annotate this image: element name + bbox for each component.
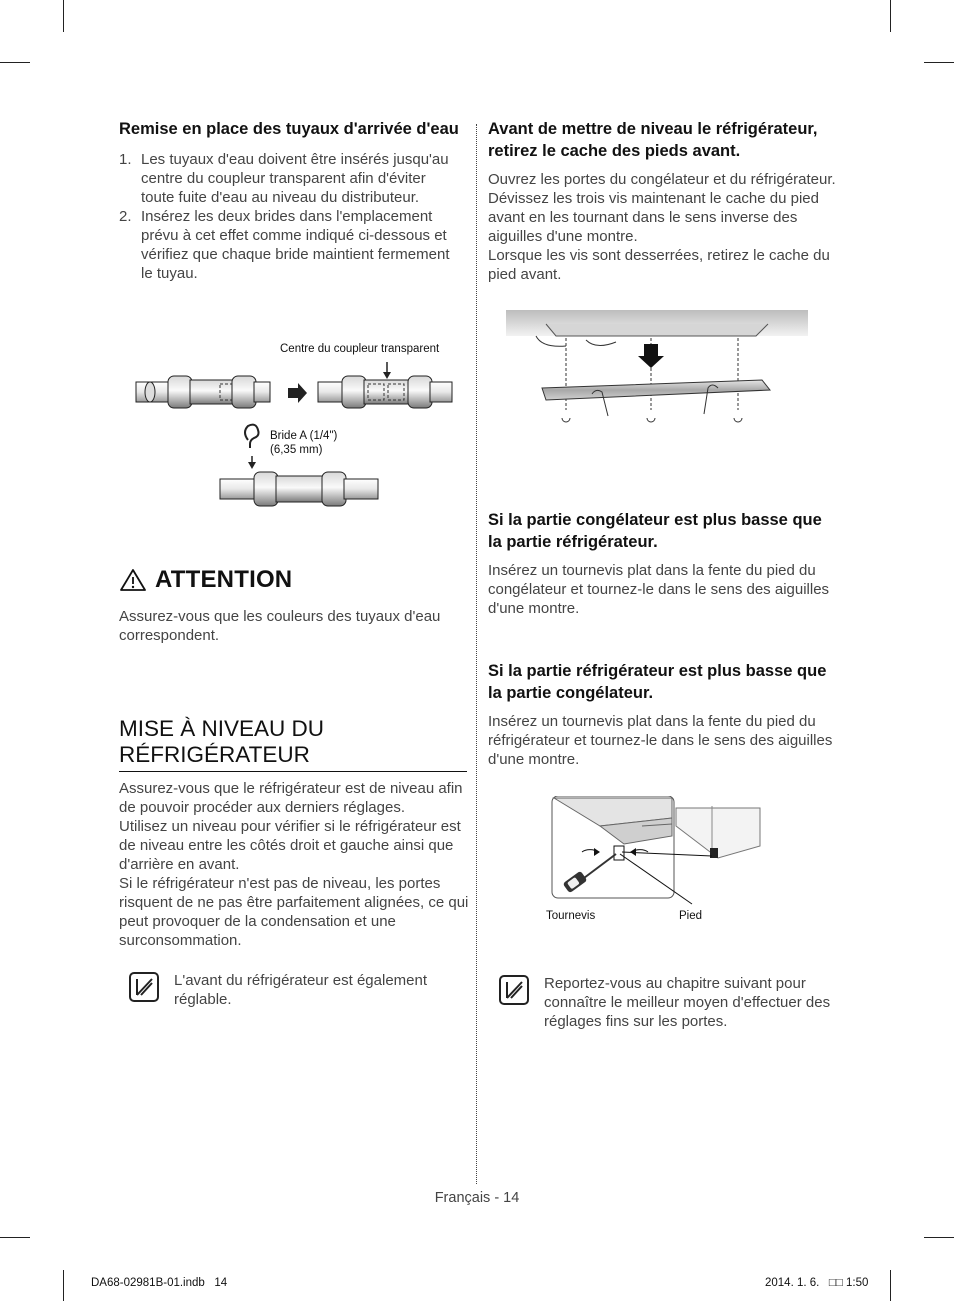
leveling-paragraph: Utilisez un niveau pour vérifier si le réfrigérateur est de niveau entre les côtés droit et gauche ainsi que d'arrière en avant. — [119, 818, 461, 873]
water-pipes-heading: Remise en place des tuyaux d'arrivée d'eau — [119, 120, 459, 138]
list-item: 2. Insérez les deux brides dans l'emplacement prévu à cet effet comme indiqué ci-dessous et vérifiez que chaque bride maintient fermement le tuyau. — [119, 208, 450, 282]
foot-cover-illustration — [506, 310, 808, 430]
clip-size-label: (6,35 mm) — [270, 444, 323, 456]
section-title: MISE À NIVEAU DU RÉFRIGÉRATEUR — [119, 716, 467, 772]
crop-mark — [0, 1237, 30, 1238]
attention-title: ATTENTION — [155, 566, 293, 593]
print-date: 2014. 1. 6. □□ 1:50 — [765, 1277, 869, 1289]
clip-label: Bride A (1/4") — [270, 430, 338, 442]
foot-cover-paragraph: Ouvrez les portes du congélateur et du réfrigérateur. Dévissez les trois vis maintenant le cache du pied avant en les tournant dans le sens inverse des aiguilles d'une montre. — [488, 171, 836, 245]
crop-mark — [0, 62, 30, 63]
screwdriver-illustration — [542, 796, 762, 926]
left-column — [119, 118, 459, 283]
warning-icon — [119, 568, 147, 592]
crop-mark — [890, 1270, 891, 1301]
page-number: Français - 14 — [434, 1190, 520, 1206]
coupler-illustration — [128, 336, 458, 516]
fridge-lower-block — [488, 660, 838, 769]
leveling-paragraph: Si le réfrigérateur n'est pas de niveau, les portes risquent de ne pas être parfaitement alignées, ce qui peut provoquer de la condensation et une surconsommation. — [119, 875, 469, 949]
coupler-figure — [128, 336, 458, 516]
crop-mark — [63, 1270, 64, 1301]
crop-mark — [924, 62, 954, 63]
note-text: L'avant du réfrigérateur est également réglable. — [174, 972, 428, 1008]
freezer-lower-text: Insérez un tournevis plat dans la fente du pied du congélateur et tournez-le dans le sens des aiguilles d'une montre. — [488, 562, 830, 617]
attention-heading — [119, 566, 292, 594]
coupler-center-label: Centre du coupleur transparent — [280, 343, 440, 355]
note-icon — [128, 971, 160, 1003]
foot-cover-paragraph: Lorsque les vis sont desserrées, retirez le cache du pied avant. — [488, 247, 830, 283]
file-info: DA68-02981B-01.indb 14 — [91, 1277, 228, 1289]
steps-list — [119, 150, 459, 283]
attention-text: Assurez-vous que les couleurs des tuyaux d'eau correspondent. — [119, 608, 441, 644]
list-item: 1. Les tuyaux d'eau doivent être insérés jusqu'au centre du coupleur transparent afin d'éviter toute fuite d'eau au niveau du distributeur. — [119, 151, 449, 206]
note-right — [498, 974, 844, 1031]
note-text: Reportez-vous au chapitre suivant pour connaître le meilleur moyen d'effectuer des réglages fins sur les portes. — [544, 975, 831, 1030]
note-icon — [498, 974, 530, 1006]
foot-cover-text — [488, 170, 838, 284]
freezer-lower-block — [488, 509, 838, 618]
fridge-lower-text: Insérez un tournevis plat dans la fente du pied du réfrigérateur et tournez-le dans le sens des aiguilles d'une montre. — [488, 713, 833, 768]
column-divider — [476, 124, 477, 1184]
foot-cover-heading: Avant de mettre de niveau le réfrigérateur, retirez le cache des pieds avant. — [488, 120, 818, 160]
screwdriver-figure — [542, 796, 762, 926]
leveling-text — [119, 779, 469, 950]
fridge-lower-heading: Si la partie réfrigérateur est plus basse que la partie congélateur. — [488, 662, 827, 702]
crop-mark — [924, 1237, 954, 1238]
freezer-lower-heading: Si la partie congélateur est plus basse que la partie réfrigérateur. — [488, 511, 822, 551]
screwdriver-label: Tournevis — [546, 910, 596, 922]
foot-cover-figure — [506, 310, 808, 430]
leveling-paragraph: Assurez-vous que le réfrigérateur est de niveau afin de pouvoir procéder aux derniers réglages. — [119, 780, 463, 816]
right-column — [488, 118, 838, 284]
foot-label: Pied — [679, 910, 703, 922]
crop-mark — [63, 0, 64, 32]
crop-mark — [890, 0, 891, 32]
note-left — [128, 971, 458, 1009]
